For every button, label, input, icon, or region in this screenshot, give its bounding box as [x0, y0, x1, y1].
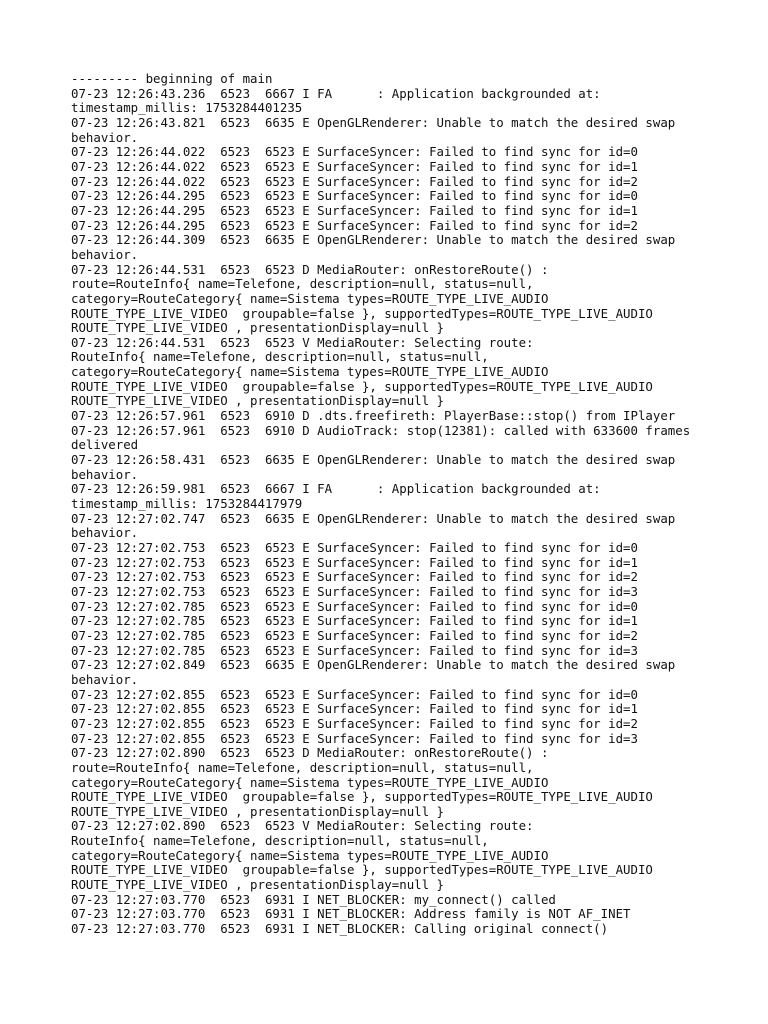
log-line: 07-23 12:27:02.753 6523 6523 E SurfaceSyncer: Failed to find sync for id=3	[71, 583, 638, 599]
log-line: ROUTE_TYPE_LIVE_VIDEO , presentationDisplay=null }	[71, 320, 444, 336]
log-line: 07-23 12:26:44.295 6523 6523 E SurfaceSyncer: Failed to find sync for id=0	[71, 188, 638, 204]
log-line: 07-23 12:27:02.855 6523 6523 E SurfaceSyncer: Failed to find sync for id=2	[71, 715, 638, 731]
log-line: ROUTE_TYPE_LIVE_VIDEO groupable=false }, supportedTypes=ROUTE_TYPE_LIVE_AUDIO	[71, 378, 653, 394]
log-line: 07-23 12:27:03.770 6523 6931 I NET_BLOCKER: Calling original connect()	[71, 921, 609, 937]
log-line: 07-23 12:26:58.431 6523 6635 E OpenGLRenderer: Unable to match the desired swap	[71, 452, 676, 468]
log-line: 07-23 12:27:03.770 6523 6931 I NET_BLOCKER: my_connect() called	[71, 891, 556, 907]
log-output	[71, 72, 761, 937]
log-line: 07-23 12:27:02.849 6523 6635 E OpenGLRenderer: Unable to match the desired swap	[71, 657, 676, 673]
log-line: ROUTE_TYPE_LIVE_VIDEO groupable=false }, supportedTypes=ROUTE_TYPE_LIVE_AUDIO	[71, 305, 653, 321]
log-line: category=RouteCategory{ name=Sistema types=ROUTE_TYPE_LIVE_AUDIO	[71, 364, 549, 380]
log-line: 07-23 12:27:02.785 6523 6523 E SurfaceSyncer: Failed to find sync for id=3	[71, 642, 638, 658]
log-line: behavior.	[71, 129, 139, 145]
log-line: category=RouteCategory{ name=Sistema types=ROUTE_TYPE_LIVE_AUDIO	[71, 774, 549, 790]
log-line: 07-23 12:26:59.981 6523 6667 I FA : Application backgrounded at:	[71, 481, 601, 497]
log-line: 07-23 12:27:02.785 6523 6523 E SurfaceSyncer: Failed to find sync for id=2	[71, 627, 638, 643]
log-line: category=RouteCategory{ name=Sistema types=ROUTE_TYPE_LIVE_AUDIO	[71, 290, 549, 306]
log-line: timestamp_millis: 1753284401235	[71, 100, 303, 116]
log-line: 07-23 12:27:02.855 6523 6523 E SurfaceSyncer: Failed to find sync for id=0	[71, 686, 638, 702]
log-line: behavior.	[71, 466, 139, 482]
log-line: 07-23 12:26:57.961 6523 6910 D .dts.freefireth: PlayerBase::stop() from IPlayer	[71, 408, 676, 424]
log-line: 07-23 12:26:44.022 6523 6523 E SurfaceSyncer: Failed to find sync for id=0	[71, 144, 638, 160]
log-line: 07-23 12:26:44.531 6523 6523 V MediaRouter: Selecting route:	[71, 334, 534, 350]
log-line: 07-23 12:26:43.821 6523 6635 E OpenGLRenderer: Unable to match the desired swap	[71, 114, 676, 130]
log-line: 07-23 12:26:44.295 6523 6523 E SurfaceSyncer: Failed to find sync for id=1	[71, 202, 638, 218]
log-line: 07-23 12:26:44.531 6523 6523 D MediaRouter: onRestoreRoute() :	[71, 261, 549, 277]
log-line: 07-23 12:27:02.855 6523 6523 E SurfaceSyncer: Failed to find sync for id=3	[71, 730, 638, 746]
log-line: 07-23 12:27:02.747 6523 6635 E OpenGLRenderer: Unable to match the desired swap	[71, 510, 676, 526]
log-line: route=RouteInfo{ name=Telefone, description=null, status=null,	[71, 759, 534, 775]
log-line: 07-23 12:27:02.855 6523 6523 E SurfaceSyncer: Failed to find sync for id=1	[71, 701, 638, 717]
log-line: 07-23 12:26:44.309 6523 6635 E OpenGLRenderer: Unable to match the desired swap	[71, 232, 676, 248]
log-line: 07-23 12:27:02.785 6523 6523 E SurfaceSyncer: Failed to find sync for id=1	[71, 613, 638, 629]
log-line: route=RouteInfo{ name=Telefone, description=null, status=null,	[71, 276, 534, 292]
log-line: category=RouteCategory{ name=Sistema types=ROUTE_TYPE_LIVE_AUDIO	[71, 847, 549, 863]
log-line: 07-23 12:27:02.890 6523 6523 V MediaRouter: Selecting route:	[71, 818, 534, 834]
log-line: 07-23 12:26:57.961 6523 6910 D AudioTrack: stop(12381): called with 633600 frames	[71, 422, 691, 438]
log-line: ROUTE_TYPE_LIVE_VIDEO groupable=false }, supportedTypes=ROUTE_TYPE_LIVE_AUDIO	[71, 789, 653, 805]
log-line: 07-23 12:26:43.236 6523 6667 I FA : Application backgrounded at:	[71, 85, 601, 101]
log-line: 07-23 12:27:02.753 6523 6523 E SurfaceSyncer: Failed to find sync for id=1	[71, 554, 638, 570]
log-line: ROUTE_TYPE_LIVE_VIDEO , presentationDisplay=null }	[71, 393, 444, 409]
log-line: ROUTE_TYPE_LIVE_VIDEO , presentationDisplay=null }	[71, 877, 444, 893]
log-line: ROUTE_TYPE_LIVE_VIDEO , presentationDisplay=null }	[71, 803, 444, 819]
log-line: RouteInfo{ name=Telefone, description=null, status=null,	[71, 349, 489, 365]
log-line: 07-23 12:26:44.022 6523 6523 E SurfaceSyncer: Failed to find sync for id=2	[71, 173, 638, 189]
log-line: --------- beginning of main	[71, 71, 273, 86]
log-line: 07-23 12:26:44.295 6523 6523 E SurfaceSyncer: Failed to find sync for id=2	[71, 217, 638, 233]
log-line: 07-23 12:27:02.890 6523 6523 D MediaRouter: onRestoreRoute() :	[71, 745, 549, 761]
log-line: behavior.	[71, 246, 139, 262]
log-line: behavior.	[71, 671, 139, 687]
log-line: timestamp_millis: 1753284417979	[71, 496, 303, 512]
log-line: 07-23 12:27:02.753 6523 6523 E SurfaceSyncer: Failed to find sync for id=2	[71, 569, 638, 585]
log-line: 07-23 12:27:02.753 6523 6523 E SurfaceSyncer: Failed to find sync for id=0	[71, 540, 638, 555]
log-line: 07-23 12:26:44.022 6523 6523 E SurfaceSyncer: Failed to find sync for id=1	[71, 158, 638, 174]
log-line: 07-23 12:27:03.770 6523 6931 I NET_BLOCKER: Address family is NOT AF_INET	[71, 906, 631, 922]
log-line: RouteInfo{ name=Telefone, description=null, status=null,	[71, 833, 489, 849]
log-line: ROUTE_TYPE_LIVE_VIDEO groupable=false }, supportedTypes=ROUTE_TYPE_LIVE_AUDIO	[71, 862, 653, 878]
log-line: delivered	[71, 437, 139, 453]
log-line: behavior.	[71, 525, 139, 541]
log-line: 07-23 12:27:02.785 6523 6523 E SurfaceSyncer: Failed to find sync for id=0	[71, 598, 638, 614]
